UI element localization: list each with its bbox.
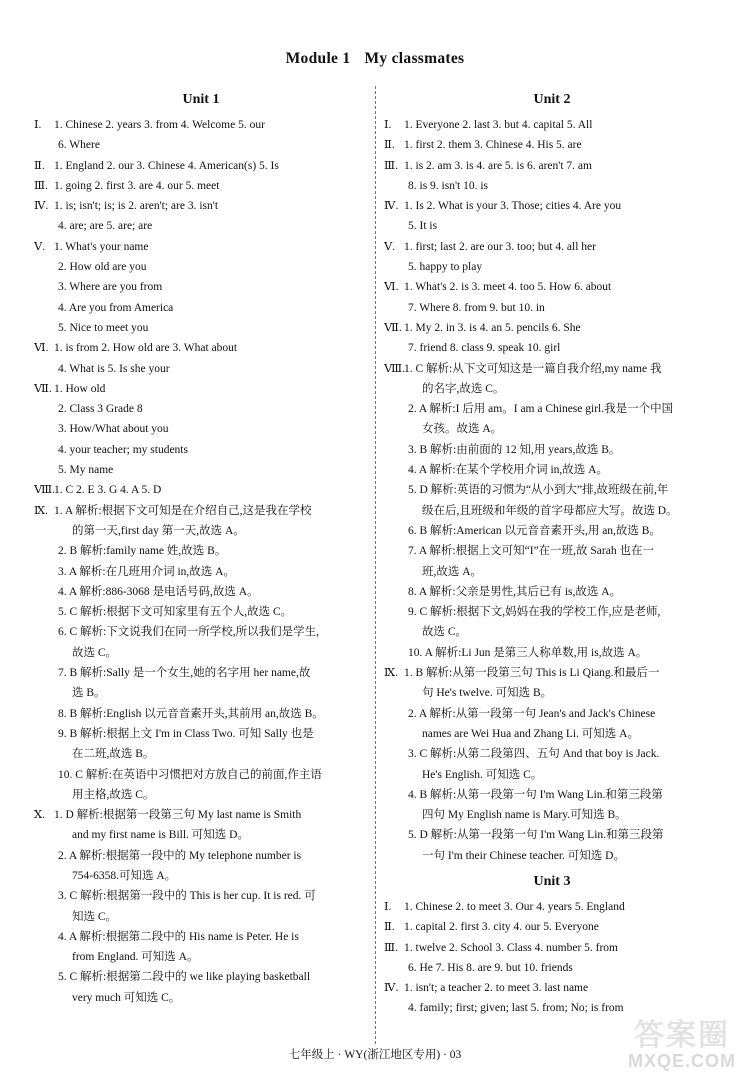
answer-text: 3. Where are you from <box>58 281 163 294</box>
section-numeral: Ⅸ. <box>384 667 398 680</box>
answer-text: 7. friend 8. class 9. speak 10. girl <box>408 342 561 355</box>
answer-line <box>34 156 368 176</box>
answer-text: 6. Where <box>58 139 100 152</box>
answer-line <box>384 562 720 582</box>
answer-text: 4. family; first; given; last 5. from; No; is from <box>408 1002 624 1015</box>
answer-text: 6. He 7. His 8. are 9. but 10. friends <box>408 961 573 974</box>
answer-text: 1. is; isn't; is; is 2. aren't; are 3. isn't <box>54 200 219 213</box>
answer-text: 2. B 解析:family name 姓,故选 B。 <box>58 545 227 558</box>
answer-line <box>384 298 720 318</box>
answer-line <box>34 216 368 236</box>
answer-text: 1. What's 2. is 3. meet 4. too 5. How 6. about <box>404 281 612 294</box>
answer-text: 4. A 解析:根据第二段中的 His name is Peter. He is <box>58 930 299 943</box>
answer-text: 1. Is 2. What is your 3. Those; cities 4. Are you <box>404 200 622 213</box>
answer-line <box>384 765 720 785</box>
answer-text: 1. twelve 2. School 3. Class 4. number 5. from <box>404 941 619 954</box>
answer-text: 3. C 解析:根据第一段中的 This is her cup. It is red. 可 <box>58 890 316 903</box>
answer-line <box>34 318 368 338</box>
right-column <box>384 88 720 1019</box>
section-numeral: Ⅶ. <box>34 382 52 395</box>
answer-line <box>384 115 720 135</box>
answer-text: 5. My name <box>58 464 114 477</box>
answer-text: 1. isn't; a teacher 2. to meet 3. last name <box>404 982 589 995</box>
answer-line <box>34 765 368 785</box>
answer-line <box>34 359 368 379</box>
section-numeral: Ⅲ. <box>384 941 398 954</box>
answer-text: 3. B 解析:由前面的 12 知,用 years,故选 B。 <box>408 443 621 456</box>
answer-text: 8. B 解析:English 以元音音素开头,其前用 an,故选 B。 <box>58 707 324 720</box>
answer-line <box>34 277 368 297</box>
answer-line <box>384 602 720 622</box>
answer-line <box>384 460 720 480</box>
answer-line <box>384 399 720 419</box>
answer-line <box>34 643 368 663</box>
answer-text: 4. A 解析:在某个学校用介词 in,故选 A。 <box>408 464 608 477</box>
answer-line <box>34 196 368 216</box>
page-title <box>0 50 750 68</box>
answer-text: 5. It is <box>408 220 438 233</box>
answer-text: 在二班,故选 B。 <box>72 748 155 761</box>
answer-text: 1. What's your name <box>54 240 149 253</box>
answer-text: 7. A 解析:根据上文可知“I”在一班,故 Sarah 也在一 <box>408 545 654 558</box>
answer-text: 1. England 2. our 3. Chinese 4. American(s) 5. Is <box>54 159 279 172</box>
answer-text: 2. A 解析:I 后用 am。I am a Chinese girl.我是一个中国 <box>408 403 674 416</box>
answer-text: 4. Are you from America <box>58 301 174 314</box>
answer-line <box>34 440 368 460</box>
answer-line <box>34 622 368 642</box>
answer-text: 一句 I'm their Chinese teacher. 可知选 D。 <box>422 849 625 862</box>
answer-text: 1. C 2. E 3. G 4. A 5. D <box>54 484 162 497</box>
section-numeral: Ⅷ. <box>384 362 405 375</box>
answer-text: 的第一天,first day 第一天,故选 A。 <box>72 524 245 537</box>
section-numeral: Ⅲ. <box>34 179 48 192</box>
answer-line <box>34 704 368 724</box>
answer-line <box>34 947 368 967</box>
watermark <box>586 1010 736 1072</box>
answer-text: 级在后,且班级和年级的首字母都应大写。故选 D。 <box>422 504 678 517</box>
column-divider <box>375 86 376 1044</box>
section-numeral: Ⅱ. <box>384 139 395 152</box>
answer-text: 1. How old <box>54 382 106 395</box>
answer-line <box>34 501 368 521</box>
answer-text: 754-6358.可知选 A。 <box>72 869 177 882</box>
answer-text: 5. C 解析:根据下文可知家里有五个人,故选 C。 <box>58 606 293 619</box>
answer-line <box>34 967 368 987</box>
answer-text: 8. A 解析:父亲是男性,其后已有 is,故选 A。 <box>408 585 622 598</box>
answer-line <box>34 115 368 135</box>
answer-text: 2. Class 3 Grade 8 <box>58 403 143 416</box>
left-column <box>34 88 368 1008</box>
answer-text: 3. A 解析:在几班用介词 in,故选 A。 <box>58 565 235 578</box>
answer-line <box>34 298 368 318</box>
answer-text: 5. happy to play <box>408 261 483 274</box>
answer-line <box>384 419 720 439</box>
answer-text: 10. C 解析:在英语中习惯把对方放自己的前面,作主语 <box>58 768 322 781</box>
answer-line <box>384 359 720 379</box>
answer-text: 1. C 解析:从下文可知这是一篇自我介绍,my name 我 <box>404 362 662 375</box>
answer-line <box>384 724 720 744</box>
answer-line <box>384 277 720 297</box>
section-numeral: Ⅸ. <box>34 504 48 517</box>
section-numeral: Ⅱ. <box>34 159 45 172</box>
answer-line <box>34 480 368 500</box>
answer-list-unit-2 <box>384 115 720 866</box>
answer-line <box>34 176 368 196</box>
answer-line <box>34 460 368 480</box>
answer-line <box>384 480 720 500</box>
answer-line <box>34 541 368 561</box>
answer-text: 1. going 2. first 3. are 4. our 5. meet <box>54 179 220 192</box>
section-numeral: Ⅳ. <box>384 982 399 995</box>
answer-text: 3. C 解析:从第二段第四、五句 And that boy is Jack. <box>408 748 660 761</box>
answer-text: 1. Chinese 2. years 3. from 4. Welcome 5. our <box>54 119 265 131</box>
answer-line <box>384 156 720 176</box>
answer-line <box>384 501 720 521</box>
answer-text: 5. D 解析:英语的习惯为“从小到大”排,故班级在前,年 <box>408 484 669 497</box>
answer-text: 7. Where 8. from 9. but 10. in <box>408 301 545 314</box>
watermark-text: MXQE.COM <box>627 1051 736 1071</box>
answer-text: 班,故选 A。 <box>422 565 483 578</box>
answer-text: 6. B 解析:American 以元音音素开头,用 an,故选 B。 <box>408 524 661 537</box>
answer-line <box>384 237 720 257</box>
answer-line <box>384 958 720 978</box>
answer-text: 3. How/What about you <box>58 423 169 436</box>
answer-text: 四句 My English name is Mary.可知选 B。 <box>422 809 627 822</box>
answer-text: 7. B 解析:Sally 是一个女生,她的名字用 her name,故 <box>58 667 311 680</box>
answer-line <box>34 825 368 845</box>
section-numeral: Ⅰ. <box>384 119 392 131</box>
answer-line <box>384 257 720 277</box>
answer-text: 1. A 解析:根据下文可知是在介绍自己,这是我在学校 <box>54 504 312 517</box>
answer-line <box>384 521 720 541</box>
unit-heading: Unit 1 <box>182 92 220 107</box>
section-numeral: Ⅱ. <box>384 921 395 934</box>
answer-text: and my first name is Bill. 可知选 D。 <box>72 829 249 842</box>
answer-line <box>384 663 720 683</box>
answer-line <box>384 622 720 642</box>
answer-line <box>384 846 720 866</box>
section-numeral: Ⅷ. <box>34 484 55 497</box>
answer-text: 1. My 2. in 3. is 4. an 5. pencils 6. She <box>404 321 581 334</box>
answer-text: 4. your teacher; my students <box>58 443 188 456</box>
answer-text: 2. A 解析:根据第一段中的 My telephone number is <box>58 849 302 862</box>
answer-text: 9. B 解析:根据上文 I'm in Class Two. 可知 Sally 也是 <box>58 727 314 740</box>
answer-text: 4. B 解析:从第一段第一句 I'm Wang Lin.和第三段第 <box>408 788 663 801</box>
answer-line <box>34 724 368 744</box>
answer-line <box>34 379 368 399</box>
answer-line <box>384 582 720 602</box>
page-footer: 七年级上 · WY(浙江地区专用) · 03 <box>288 1049 462 1061</box>
answer-line <box>384 176 720 196</box>
answer-line <box>34 521 368 541</box>
answer-line <box>34 135 368 155</box>
answer-text: 6. C 解析:下文说我们在同一所学校,所以我们是学生, <box>58 626 319 639</box>
answer-text: 句 He's twelve. 可知选 B。 <box>422 687 553 700</box>
module-number: Module 1 <box>285 50 351 67</box>
answer-line <box>384 825 720 845</box>
answer-text: 1. is from 2. How old are 3. What about <box>54 342 238 355</box>
answer-text: 4. are; are 5. are; are <box>58 220 153 233</box>
section-numeral: Ⅰ. <box>34 119 42 131</box>
section-numeral: Ⅳ. <box>384 200 399 213</box>
answer-line <box>384 338 720 358</box>
answer-line <box>34 257 368 277</box>
answer-text: He's English. 可知选 C。 <box>422 768 543 781</box>
answer-text: 1. Everyone 2. last 3. but 4. capital 5. All <box>404 119 593 131</box>
answer-line <box>34 562 368 582</box>
answer-line <box>34 988 368 1008</box>
answer-line <box>34 683 368 703</box>
answer-line <box>384 785 720 805</box>
answer-text: 5. D 解析:从第一段第一句 I'm Wang Lin.和第三段第 <box>408 829 664 842</box>
answer-line <box>384 541 720 561</box>
answer-line <box>384 704 720 724</box>
answer-line <box>34 805 368 825</box>
answer-line <box>34 602 368 622</box>
answer-line <box>384 318 720 338</box>
answer-text: 女孩。故选 A。 <box>422 423 503 436</box>
answer-line <box>384 917 720 937</box>
answer-line <box>384 643 720 663</box>
answer-text: names are Wei Hua and Zhang Li. 可知选 A。 <box>422 727 639 740</box>
answer-text: 5. Nice to meet you <box>58 321 149 334</box>
answer-line <box>384 440 720 460</box>
answer-line <box>34 419 368 439</box>
answer-text: 知选 C。 <box>72 910 118 923</box>
answer-line <box>34 338 368 358</box>
answer-text: 的名字,故选 C。 <box>422 382 505 395</box>
answer-line <box>34 785 368 805</box>
answer-text: 故选 C。 <box>72 646 118 659</box>
answer-text: 9. C 解析:根据下文,妈妈在我的学校工作,应是老师, <box>408 606 661 619</box>
answer-line <box>384 938 720 958</box>
answer-line <box>384 196 720 216</box>
answer-text: 1. first 2. them 3. Chinese 4. His 5. are <box>404 139 582 152</box>
watermark-logo: 答案圈 <box>634 1018 730 1053</box>
section-numeral: Ⅶ. <box>384 321 402 334</box>
answer-line <box>34 927 368 947</box>
answer-text: 4. A 解析:886-3068 是电话号码,故选 A。 <box>58 585 259 598</box>
section-numeral: Ⅹ. <box>34 809 46 822</box>
answer-line <box>384 683 720 703</box>
section-numeral: Ⅴ. <box>34 240 46 253</box>
answer-text: very much 可知选 C。 <box>72 991 181 1004</box>
answer-text: 1. D 解析:根据第一段第三句 My last name is Smith <box>54 809 302 822</box>
answer-line <box>34 237 368 257</box>
answer-text: 1. B 解析:从第一段第三句 This is Li Qiang.和最后一 <box>404 667 660 680</box>
answer-text: 8. is 9. isn't 10. is <box>408 179 489 192</box>
answer-text: 10. A 解析:Li Jun 是第三人称单数,用 is,故选 A。 <box>408 646 648 659</box>
answer-text: 1. capital 2. first 3. city 4. our 5. Everyone <box>404 921 599 934</box>
answer-list-unit-1 <box>34 115 368 1008</box>
answer-line <box>34 846 368 866</box>
answer-text: 5. C 解析:根据第二段中的 we like playing basketball <box>58 971 311 984</box>
answer-text: 用主格,故选 C。 <box>72 788 155 801</box>
unit-heading: Unit 3 <box>533 873 571 889</box>
answer-line <box>384 744 720 764</box>
answer-line <box>384 135 720 155</box>
unit-heading: Unit 2 <box>533 92 571 107</box>
answer-text: 4. What is 5. Is she your <box>58 362 170 375</box>
answer-line <box>34 907 368 927</box>
answer-line <box>34 582 368 602</box>
answer-list-unit-3 <box>384 897 720 1019</box>
answer-line <box>384 897 720 917</box>
answer-line <box>384 216 720 236</box>
answer-text: 选 B。 <box>72 687 106 700</box>
answer-text: 2. How old are you <box>58 261 147 274</box>
section-numeral: Ⅵ. <box>34 342 49 355</box>
answer-line <box>384 379 720 399</box>
answer-text: 故选 C。 <box>422 626 468 639</box>
answer-text: 1. Chinese 2. to meet 3. Our 4. years 5. England <box>404 900 625 913</box>
answer-text: 2. A 解析:从第一段第一句 Jean's and Jack's Chinese <box>408 707 656 720</box>
answer-text: 1. is 2. am 3. is 4. are 5. is 6. aren't 7. am <box>404 159 592 172</box>
answer-line <box>34 866 368 886</box>
section-numeral: Ⅳ. <box>34 200 49 213</box>
answer-line <box>34 744 368 764</box>
answer-text: from England. 可知选 A。 <box>72 951 199 964</box>
answer-line <box>34 399 368 419</box>
section-numeral: Ⅴ. <box>384 240 396 253</box>
answer-line <box>34 663 368 683</box>
answer-line <box>34 886 368 906</box>
section-numeral: Ⅵ. <box>384 281 399 294</box>
answer-line <box>384 978 720 998</box>
section-numeral: Ⅰ. <box>384 900 392 913</box>
answer-text: 1. first; last 2. are our 3. too; but 4. all her <box>404 240 596 253</box>
section-numeral: Ⅲ. <box>384 159 398 172</box>
answer-line <box>384 805 720 825</box>
module-name: My classmates <box>364 50 465 67</box>
